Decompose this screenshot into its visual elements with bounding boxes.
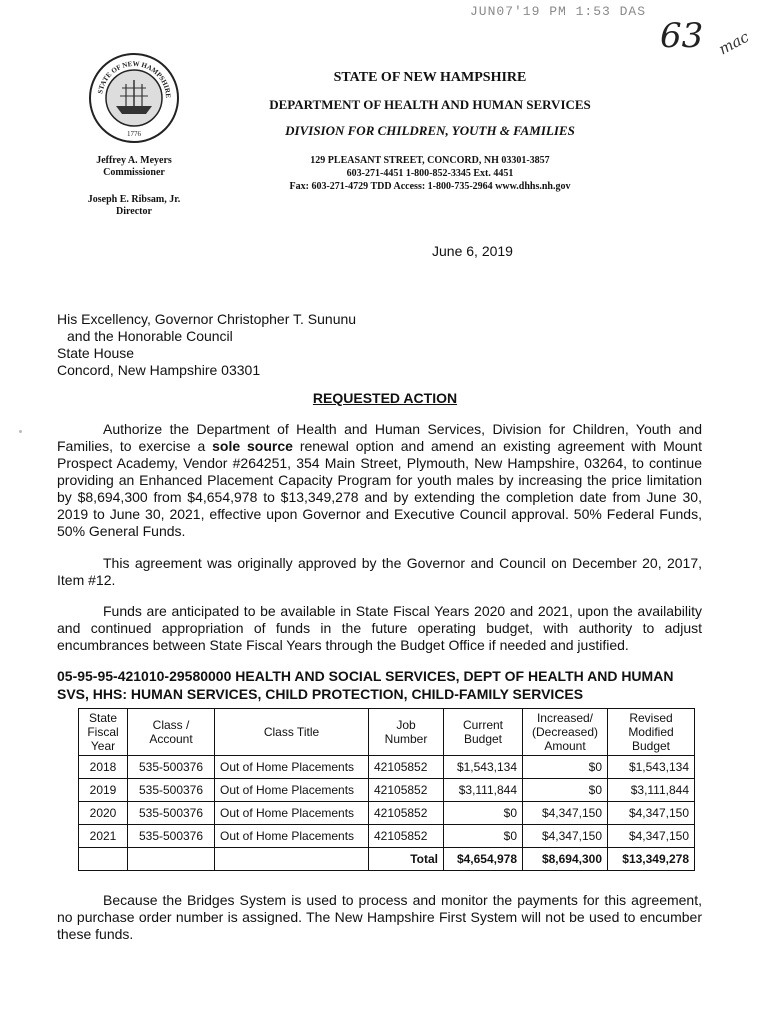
table-row	[79, 802, 695, 825]
addressee-block	[57, 311, 356, 379]
received-stamp: JUN07'19 PM 1:53 DAS	[470, 4, 647, 19]
seal-year: 1776	[127, 130, 141, 138]
cell-fiscal-year: 2018	[79, 756, 128, 779]
cell-class-title: Out of Home Placements	[215, 756, 369, 779]
cell-total-label: Total	[369, 848, 444, 871]
col-header-fiscal-year: State Fiscal Year	[79, 709, 128, 756]
handwritten-initials: mac	[715, 27, 752, 59]
commissioner-block	[74, 155, 194, 179]
cell-job-number: 42105852	[369, 779, 444, 802]
paragraph-authorize	[57, 421, 702, 540]
cell-total-current: $4,654,978	[444, 848, 523, 871]
requested-action-heading: REQUESTED ACTION	[312, 390, 458, 406]
addressee-line: State House	[57, 345, 135, 361]
col-header-current-budget: Current Budget	[444, 709, 523, 756]
table-row	[79, 779, 695, 802]
director-block	[74, 194, 194, 218]
cell-class-account: 535-500376	[128, 779, 215, 802]
cell-class-account: 535-500376	[128, 802, 215, 825]
department-heading: DEPARTMENT OF HEALTH AND HUMAN SERVICES	[269, 97, 591, 112]
table-total-row	[79, 848, 695, 871]
cell-current-budget: $0	[444, 825, 523, 848]
cell-class-account: 535-500376	[128, 825, 215, 848]
table-row	[79, 825, 695, 848]
cell-class-account: 535-500376	[128, 756, 215, 779]
cell-class-title: Out of Home Placements	[215, 779, 369, 802]
division-heading: DIVISION FOR CHILDREN, YOUTH & FAMILIES	[285, 123, 575, 138]
cell-fiscal-year: 2019	[79, 779, 128, 802]
cell-fiscal-year: 2020	[79, 802, 128, 825]
cell-job-number: 42105852	[369, 825, 444, 848]
cell-current-budget: $1,543,134	[444, 756, 523, 779]
addressee-line: and the Honorable Council	[67, 328, 233, 344]
addressee-line: His Excellency, Governor Christopher T. Sununu	[57, 311, 357, 327]
cell-change-amount: $4,347,150	[523, 825, 608, 848]
cell-revised-budget: $4,347,150	[608, 825, 695, 848]
cell-empty	[128, 848, 215, 871]
address-street: 129 PLEASANT STREET, CONCORD, NH 03301-3857	[310, 155, 550, 166]
table-header-row	[79, 709, 695, 756]
cell-change-amount: $0	[523, 779, 608, 802]
state-heading: STATE OF NEW HAMPSHIRE	[333, 70, 527, 85]
cell-revised-budget: $4,347,150	[608, 802, 695, 825]
paragraph-approval	[57, 555, 702, 589]
cell-class-title: Out of Home Placements	[215, 825, 369, 848]
commissioner-name: Jeffrey A. Meyers	[96, 155, 172, 166]
col-header-class-title: Class Title	[215, 709, 369, 756]
cell-total-change: $8,694,300	[523, 848, 608, 871]
p3-text: Funds are anticipated to be available in State Fiscal Years 2020 and 2021, upon the availability and continued appropriation of funds in the future operating budget, with authority to adjust encumbrances between State Fiscal Years through the Budget Office if needed and justified.	[57, 603, 702, 653]
handwritten-item-number: 63	[660, 16, 704, 56]
cell-job-number: 42105852	[369, 756, 444, 779]
cell-job-number: 42105852	[369, 802, 444, 825]
paragraph-funds	[57, 603, 702, 654]
cell-empty	[215, 848, 369, 871]
cell-change-amount: $4,347,150	[523, 802, 608, 825]
p1-text-b: renewal option and amend an existing agreement with Mount Prospect Academy, Vendor #264251, 354 Main Street, Plymouth, New Hampshire, 03264, to continue providing an Enhanced Placement Capacity Program for youth males by increasing the price limitation by $8,694,300 from $4,654,978 to $13,349,278 and by extending the completion date from June 30, 2019 to June 30, 2021, effective upon Governor and Executive Council approval. 50% Federal Funds, 50% General Funds.	[57, 438, 702, 539]
p1-text-a: Authorize the Department of Health and Human Services, Division for Children, Youth and Families, to exercise a	[57, 421, 702, 454]
addressee-line: Concord, New Hampshire 03301	[57, 362, 261, 378]
cell-change-amount: $0	[523, 756, 608, 779]
scan-speck	[19, 430, 22, 433]
cell-revised-budget: $3,111,844	[608, 779, 695, 802]
cell-empty	[79, 848, 128, 871]
col-header-change-amount: Increased/ (Decreased) Amount	[523, 709, 608, 756]
col-header-revised-budget: Revised Modified Budget	[608, 709, 695, 756]
cell-current-budget: $3,111,844	[444, 779, 523, 802]
letterhead-address	[250, 154, 610, 193]
letter-date: June 6, 2019	[432, 243, 513, 259]
director-title: Director	[116, 206, 152, 217]
p4-text: Because the Bridges System is used to process and monitor the payments for this agreement, no purchase order number is assigned. The New Hampshire First System will not be used to encumber these funds.	[57, 892, 702, 942]
table-row	[79, 756, 695, 779]
cell-current-budget: $0	[444, 802, 523, 825]
address-fax: Fax: 603-271-4729 TDD Access: 1-800-735-2964 www.dhhs.nh.gov	[289, 181, 571, 192]
address-phone: 603-271-4451 1-800-852-3345 Ext. 4451	[346, 168, 514, 179]
p2-text: This agreement was originally approved by the Governor and Council on December 20, 2017, Item #12.	[57, 555, 702, 588]
cell-class-title: Out of Home Placements	[215, 802, 369, 825]
p1-bold: sole source	[212, 438, 293, 454]
cell-total-revised: $13,349,278	[608, 848, 695, 871]
col-header-class-account: Class / Account	[128, 709, 215, 756]
commissioner-title: Commissioner	[103, 167, 165, 178]
account-heading: 05-95-95-421010-29580000 HEALTH AND SOCIAL SERVICES, DEPT OF HEALTH AND HUMAN SVS, HHS: HUMAN SERVICES, CHILD PROTECTION, CHILD-FAMILY SERVICES	[57, 668, 674, 702]
seal-text: STATE OF NEW HAMPSHIRE	[96, 59, 173, 99]
budget-table	[78, 708, 695, 871]
cell-revised-budget: $1,543,134	[608, 756, 695, 779]
cell-fiscal-year: 2021	[79, 825, 128, 848]
state-seal-logo	[88, 52, 180, 144]
director-name: Joseph E. Ribsam, Jr.	[87, 194, 181, 205]
col-header-job-number: Job Number	[369, 709, 444, 756]
paragraph-bridges	[57, 892, 702, 943]
